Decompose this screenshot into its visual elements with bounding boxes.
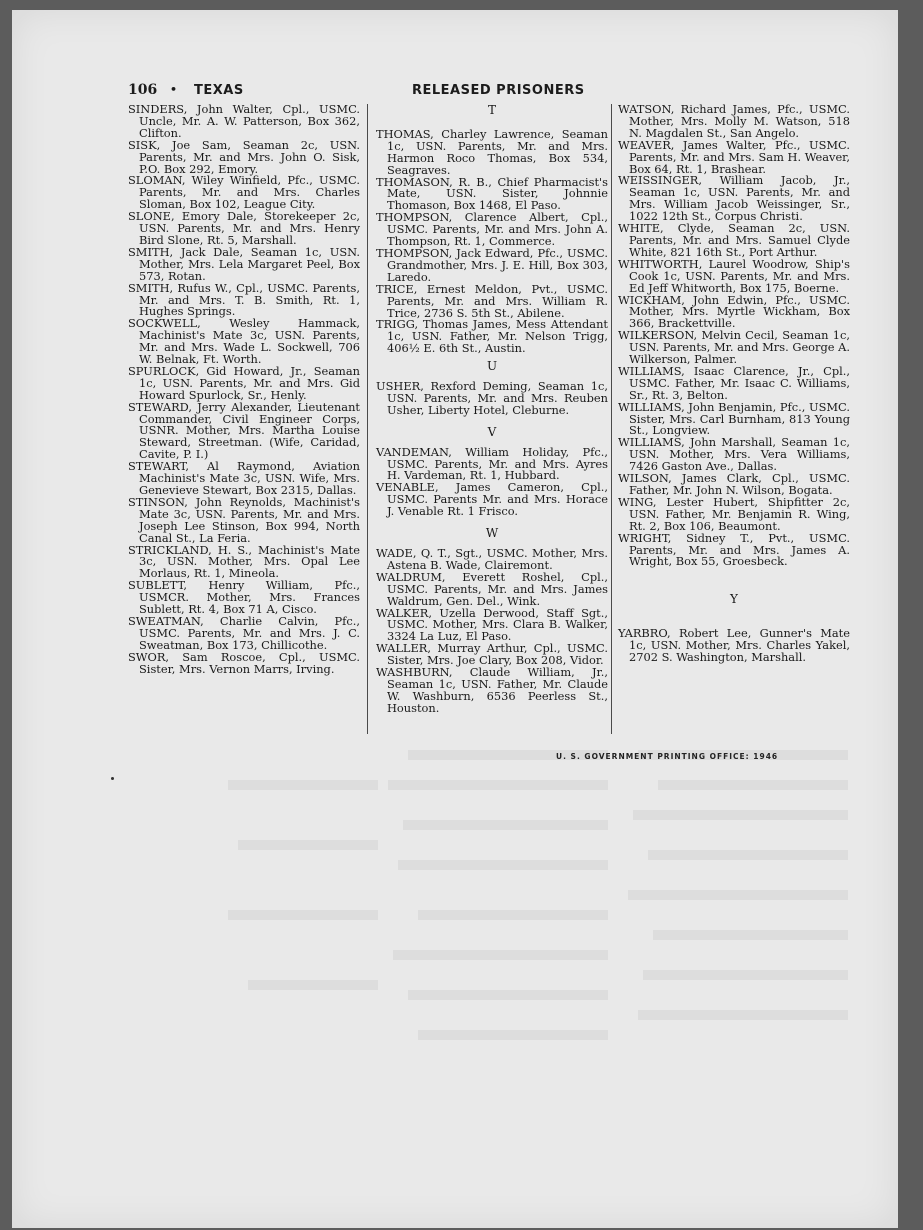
roster-entry: WATSON, Richard James, Pfc., USMC. Mother, Mrs. Molly M. Watson, 518 N. Magdalen St., San Angelo.: [618, 102, 850, 140]
roster-entry: WILLIAMS, John Marshall, Seaman 1c, USN. Mother, Mrs. Vera Williams, 7426 Gaston Ave., Dallas.: [618, 435, 850, 474]
roster-entry: WHITWORTH, Laurel Woodrow, Ship's Cook 1c, USN. Parents, Mr. and Mrs. Ed Jeff Whitworth, Box 175, Boerne.: [618, 256, 850, 295]
roster-entry: TRIGG, Thomas James, Mess Attendant 1c, USN. Father, Mr. Nelson Trigg, 406½ E. 6th St., Austin.: [376, 317, 608, 356]
text-column-1: [128, 104, 360, 676]
roster-entry: WICKHAM, John Edwin, Pfc., USMC. Mother, Mrs. Myrtle Wickham, Box 366, Brackettville.: [618, 292, 850, 331]
roster-entry: WALDRUM, Everett Roshel, Cpl., USMC. Parents, Mr. and Mrs. James Waldrum, Gen. Del., Wink.: [376, 569, 608, 608]
section-letter: T: [487, 103, 496, 117]
roster-entry: SINDERS, John Walter, Cpl., USMC. Uncle, Mr. A. W. Patterson, Box 362, Clifton.: [128, 102, 360, 140]
document-page: [12, 10, 898, 1228]
roster-entry: SLOMAN, Wiley Winfield, Pfc., USMC. Parents, Mr. and Mrs. Charles Sloman, Box 102, League City.: [128, 173, 360, 212]
roster-entry: SUBLETT, Henry William, Pfc., USMCR. Mother, Mrs. Frances Sublett, Rt. 4, Box 71 A, Cisco.: [128, 578, 360, 617]
roster-entry: SMITH, Jack Dale, Seaman 1c, USN. Mother, Mrs. Lela Margaret Peel, Box 573, Rotan.: [128, 244, 360, 283]
roster-entry: TRICE, Ernest Meldon, Pvt., USMC. Parents, Mr. and Mrs. William R. Trice, 2736 S. 5th St., Abilene.: [376, 281, 608, 320]
roster-entry: WEISSINGER, William Jacob, Jr., Seaman 1c, USN. Parents, Mr. and Mrs. William Jacob Weissinger, Sr., 1022 12th St., Corpus Christi.: [618, 173, 850, 224]
section-letter: W: [485, 526, 499, 541]
page-header: [128, 82, 863, 100]
roster-entry: VANDEMAN, William Holiday, Pfc., USMC. Parents, Mr. and Mrs. Ayres H. Vardeman, Rt. 1, Hubbard.: [376, 444, 608, 483]
section-letter: Y: [730, 592, 738, 607]
page-title: RELEASED PRISONERS: [412, 83, 585, 98]
roster-entry: VENABLE, James Cameron, Cpl., USMC. Parents Mr. and Mrs. Horace J. Venable Rt. 1 Frisco.: [376, 480, 608, 519]
roster-entry: THOMPSON, Clarence Albert, Cpl., USMC. Parents, Mr. and Mrs. John A. Thompson, Rt. 1, Commerce.: [376, 210, 608, 249]
roster-entry: THOMAS, Charley Lawrence, Seaman 1c, USN. Parents, Mr. and Mrs. Harmon Roco Thomas, Box 534, Seagraves.: [376, 126, 608, 177]
roster-entry: WRIGHT, Sidney T., Pvt., USMC. Parents, Mr. and Mrs. James A. Wright, Box 55, Groesbeck.: [618, 530, 850, 569]
roster-entry: WALKER, Uzella Derwood, Staff Sgt., USMC. Mother, Mrs. Clara B. Walker, 3324 La Luz, El Paso.: [376, 605, 608, 644]
roster-entry: STEWARD, Jerry Alexander, Lieutenant Commander, Civil Engineer Corps, USNR. Mother, Mrs. Martha Louise Steward, Streetman. (Wife, Caridad, Cavite, P. I.): [128, 399, 360, 462]
roster-entry: WILKERSON, Melvin Cecil, Seaman 1c, USN. Parents, Mr. and Mrs. George A. Wilkerson, Palmer.: [618, 328, 850, 367]
text-column-3: [618, 104, 850, 664]
show-through-text: [208, 740, 858, 1100]
roster-entry: STRICKLAND, H. S., Machinist's Mate 3c, USN. Mother, Mrs. Opal Lee Morlaus, Rt. 1, Mineola.: [128, 542, 360, 581]
roster-entry: WALLER, Murray Arthur, Cpl., USMC. Sister, Mrs. Joe Clary, Box 208, Vidor.: [376, 641, 608, 668]
roster-entry: WILLIAMS, Isaac Clarence, Jr., Cpl., USMC. Father, Mr. Isaac C. Williams, Sr., Rt. 3, Belton.: [618, 363, 850, 402]
ink-speck: [111, 777, 114, 780]
roster-entry: THOMPSON, Jack Edward, Pfc., USMC. Grandmother, Mrs. J. E. Hill, Box 303, Laredo.: [376, 245, 608, 284]
printer-imprint: U. S. GOVERNMENT PRINTING OFFICE: 1946: [556, 752, 779, 761]
roster-entry: YARBRO, Robert Lee, Gunner's Mate 1c, USN. Mother, Mrs. Charles Yakel, 2702 S. Washington, Marshall.: [618, 626, 850, 665]
roster-entry: SWOR, Sam Roscoe, Cpl., USMC. Sister, Mrs. Vernon Marrs, Irving.: [128, 649, 360, 676]
roster-entry: SOCKWELL, Wesley Hammack, Machinist's Mate 3c, USN. Parents, Mr. and Mrs. Wade L. Sockwell, 706 W. Belnak, Ft. Worth.: [128, 316, 360, 367]
roster-entry: STEWART, Al Raymond, Aviation Machinist's Mate 3c, USN. Wife, Mrs. Genevieve Stewart, Box 2315, Dallas.: [128, 459, 360, 497]
roster-entry: THOMASON, R. B., Chief Pharmacist's Mate, USN. Sister, Johnnie Thomason, Box 1468, El Paso.: [376, 174, 608, 213]
column-divider: [367, 104, 368, 734]
state-name: TEXAS: [194, 83, 244, 98]
roster-entry: WILLIAMS, John Benjamin, Pfc., USMC. Sister, Mrs. Carl Burnham, 813 Young St., Longview.: [618, 399, 850, 438]
roster-entry: STINSON, John Reynolds, Machinist's Mate 3c, USN. Parents, Mr. and Mrs. Joseph Lee Stinson, Box 994, North Canal St., La Feria.: [128, 494, 360, 545]
roster-entry: WASHBURN, Claude William, Jr., Seaman 1c, USN. Father, Mr. Claude W. Washburn, 6536 Peerless St., Houston.: [376, 665, 608, 715]
section-letter: U: [486, 359, 498, 374]
roster-entry: SWEATMAN, Charlie Calvin, Pfc., USMC. Parents, Mr. and Mrs. J. C. Sweatman, Box 173, Chillicothe.: [128, 613, 360, 652]
roster-entry: WEAVER, James Walter, Pfc., USMC. Parents, Mr. and Mrs. Sam H. Weaver, Box 64, Rt. 1, Brashear.: [618, 137, 850, 176]
roster-entry: WING, Lester Hubert, Shipfitter 2c, USN. Father, Mr. Benjamin R. Wing, Rt. 2, Box 106, Beaumont.: [618, 494, 850, 533]
column-divider: [611, 104, 612, 734]
roster-entry: WHITE, Clyde, Seaman 2c, USN. Parents, Mr. and Mrs. Samuel Clyde White, 821 16th St., Port Arthur.: [618, 221, 850, 259]
roster-entry: WILSON, James Clark, Cpl., USMC. Father, Mr. John N. Wilson, Bogata.: [618, 471, 850, 497]
roster-entry: USHER, Rexford Deming, Seaman 1c, USN. Parents, Mr. and Mrs. Reuben Usher, Liberty Hotel, Cleburne.: [376, 379, 608, 417]
roster-entry: WADE, Q. T., Sgt., USMC. Mother, Mrs. Astena B. Wade, Clairemont.: [376, 546, 608, 572]
page-number: 106: [128, 82, 158, 98]
section-letter: V: [487, 424, 497, 439]
text-column-2: [376, 104, 608, 715]
roster-entry: SPURLOCK, Gid Howard, Jr., Seaman 1c, USN. Parents, Mr. and Mrs. Gid Howard Spurlock, Sr., Henly.: [128, 363, 360, 402]
roster-entry: SISK, Joe Sam, Seaman 2c, USN. Parents, Mr. and Mrs. John O. Sisk, P.O. Box 292, Emory.: [128, 137, 360, 176]
roster-entry: SMITH, Rufus W., Cpl., USMC. Parents, Mr. and Mrs. T. B. Smith, Rt. 1, Hughes Springs.: [128, 280, 360, 319]
roster-entry: SLONE, Emory Dale, Storekeeper 2c, USN. Parents, Mr. and Mrs. Henry Bird Slone, Rt. 5, Marshall.: [128, 209, 360, 247]
bullet-separator: •: [170, 83, 178, 96]
